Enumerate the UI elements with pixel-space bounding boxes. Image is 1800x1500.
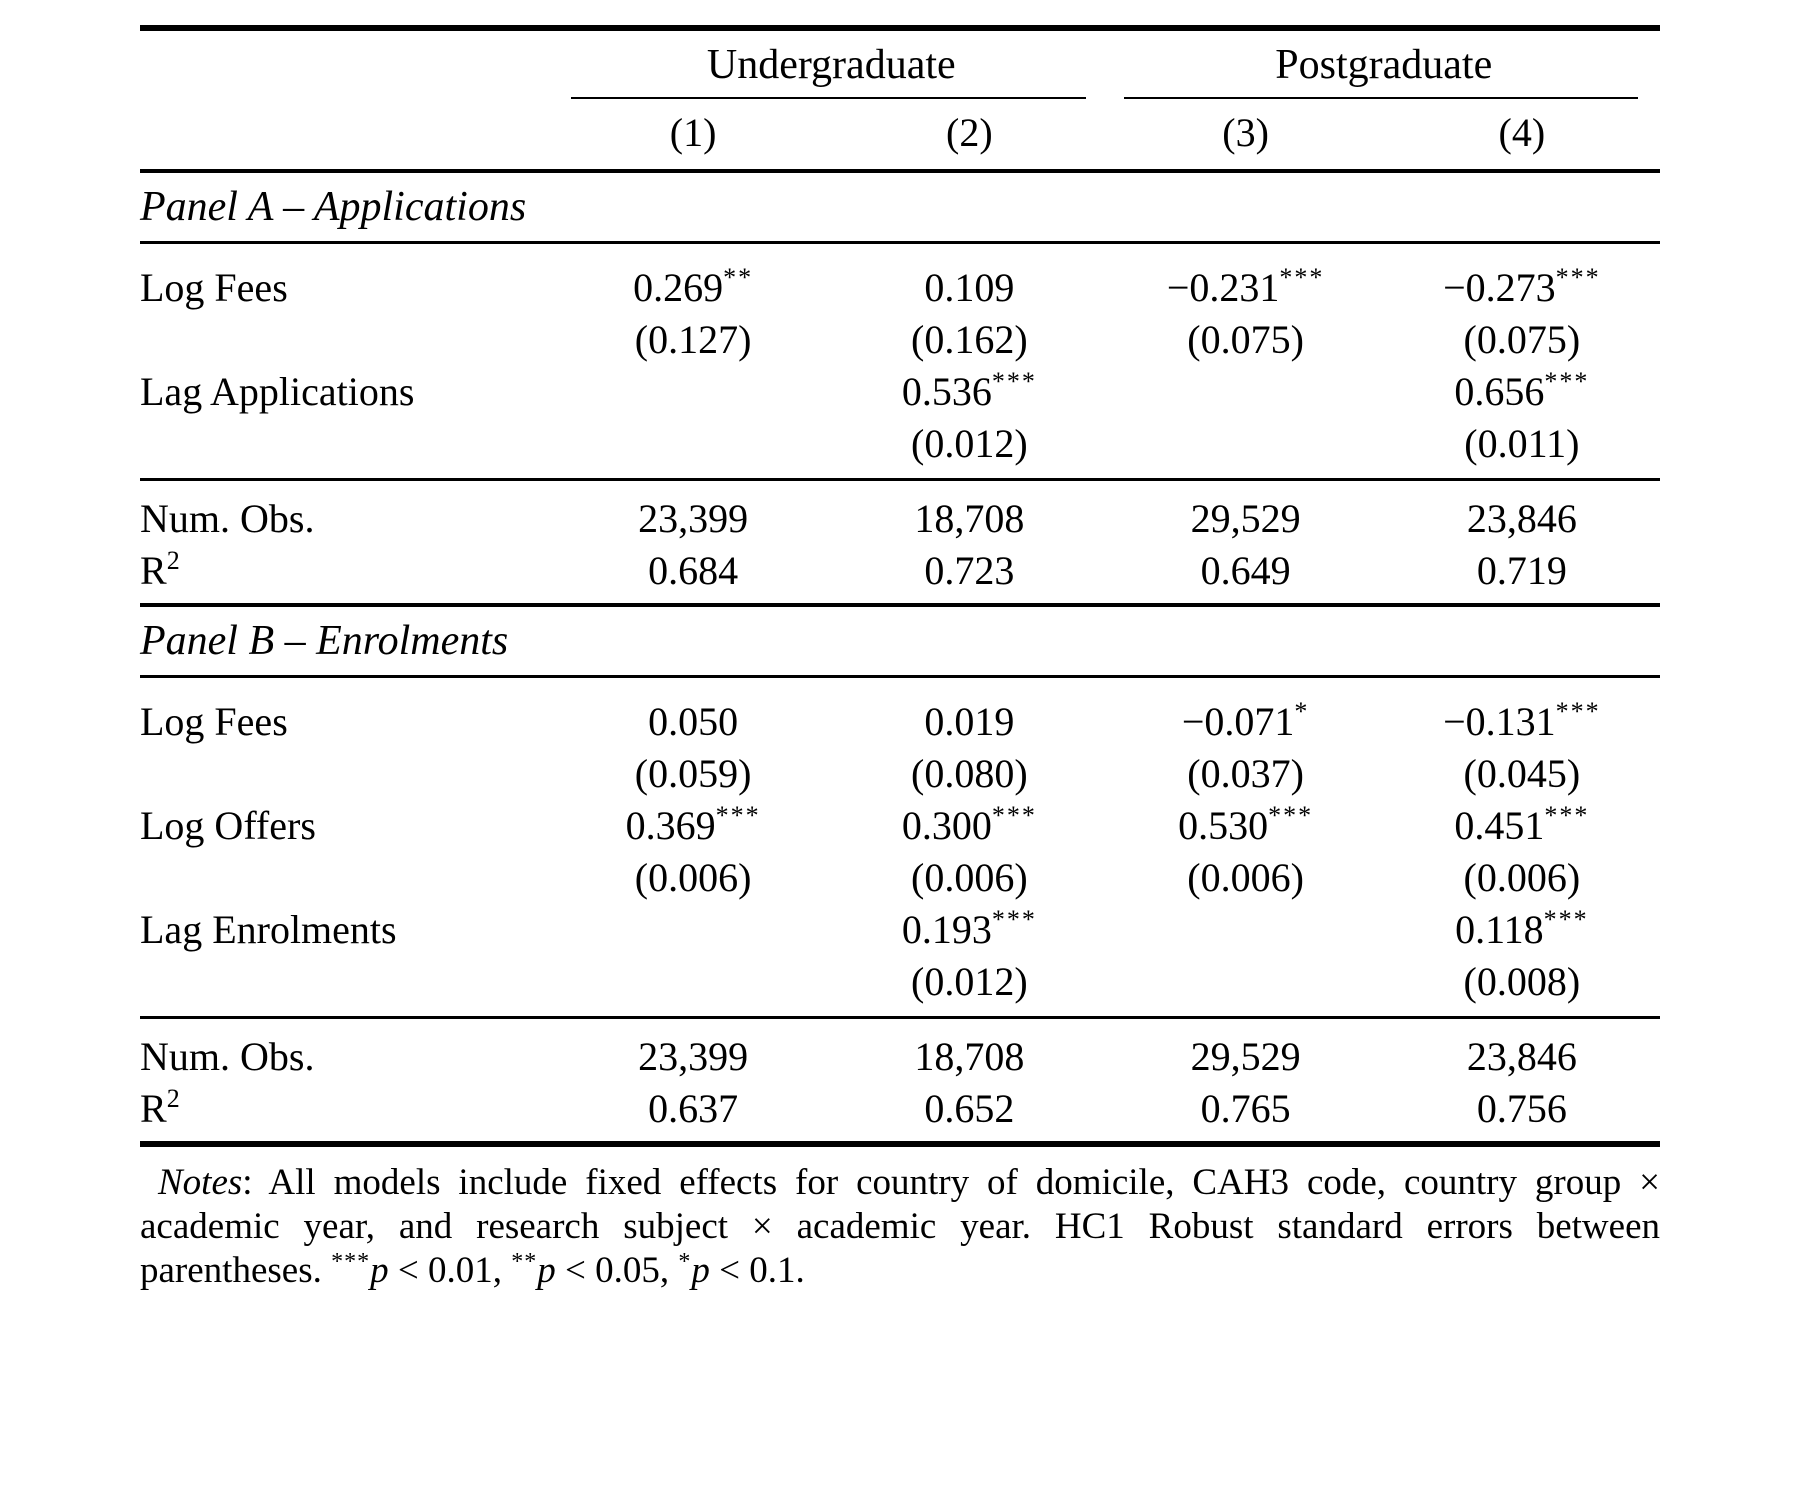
- se-cell: (0.162): [911, 317, 1028, 362]
- panel-b-body: [140, 678, 1660, 1016]
- column-group-undergraduate: [555, 41, 1108, 99]
- stat-value: 29,529: [1190, 496, 1301, 541]
- sig-stars-2: **: [511, 1249, 538, 1275]
- se-cell: [1108, 418, 1384, 470]
- se-cell: (0.075): [1463, 317, 1581, 362]
- significance-stars: ***: [991, 367, 1037, 396]
- coef-cell: −0.131***: [1443, 697, 1601, 744]
- coef-cell: 0.451***: [1454, 801, 1590, 848]
- significance-stars: ***: [1268, 801, 1314, 830]
- se-cell: (0.006): [1463, 855, 1581, 900]
- se-cell: (0.012): [911, 421, 1028, 466]
- coef-cell: 0.109: [924, 265, 1015, 310]
- stat-value: 0.684: [648, 548, 739, 593]
- coef-cell: 0.536***: [901, 367, 1037, 414]
- r-squared-exponent: 2: [166, 1084, 180, 1113]
- stub-cell: [140, 852, 555, 904]
- significance-stars: ***: [715, 801, 761, 830]
- se-cell: (0.045): [1463, 751, 1581, 796]
- column-header-3: (3): [1222, 110, 1269, 155]
- row-label: Log Fees: [140, 265, 288, 310]
- stat-value: 0.719: [1476, 548, 1567, 593]
- se-cell: (0.011): [1464, 421, 1580, 466]
- stat-row-r2-b: [140, 1083, 1660, 1135]
- se-row-log-fees-b: [140, 748, 1660, 800]
- sig-stars-3: ***: [331, 1249, 371, 1275]
- se-cell: (0.075): [1187, 317, 1304, 362]
- stub-cell: [140, 314, 555, 366]
- column-group-header-row: [140, 31, 1660, 99]
- significance-stars: ***: [1543, 905, 1589, 934]
- se-cell: (0.059): [634, 751, 752, 796]
- significance-stars: *: [1294, 697, 1310, 726]
- stub-cell: [140, 748, 555, 800]
- coef-cell: −0.071*: [1181, 697, 1310, 744]
- coef-row-lag-applications: [140, 366, 1660, 418]
- sig-stars-1: *: [678, 1249, 692, 1275]
- coef-cell: [1108, 904, 1384, 956]
- stat-label: $R^2$: [140, 1084, 180, 1131]
- coef-cell: [555, 366, 831, 418]
- regression-table: [140, 25, 1660, 1293]
- coef-cell: 0.118***: [1455, 905, 1589, 952]
- sig-threshold-1: < 0.01,: [388, 1250, 512, 1291]
- stat-row-r2-a: [140, 545, 1660, 597]
- stat-value: 18,708: [914, 1034, 1025, 1079]
- p-symbol: p: [691, 1250, 710, 1291]
- stub-cell: [140, 418, 555, 470]
- panel-a-body: [140, 244, 1660, 478]
- stat-value: 0.723: [924, 548, 1015, 593]
- coef-cell: 0.193***: [901, 905, 1037, 952]
- coef-cell: 0.530***: [1178, 801, 1314, 848]
- table-notes: [140, 1161, 1660, 1293]
- notes-label: Notes: [158, 1162, 243, 1203]
- se-row-log-fees-a: [140, 314, 1660, 366]
- sig-threshold-2: < 0.05,: [555, 1250, 679, 1291]
- coef-cell: [555, 904, 831, 956]
- significance-stars: ***: [1544, 367, 1590, 396]
- coef-row-lag-enrolments: [140, 904, 1660, 956]
- column-header-4: (4): [1498, 110, 1546, 155]
- stat-value: 0.765: [1200, 1086, 1291, 1131]
- panel-b-stats: [140, 1019, 1660, 1141]
- stat-row-num-obs-a: [140, 493, 1660, 545]
- stat-label: Num. Obs.: [140, 1034, 315, 1079]
- group-label-postgraduate: Postgraduate: [1275, 42, 1493, 88]
- se-cell: [555, 956, 831, 1008]
- p-symbol: p: [537, 1250, 556, 1291]
- stat-value: 18,708: [914, 496, 1025, 541]
- coef-cell: 0.019: [924, 699, 1015, 744]
- coef-cell: 0.050: [648, 699, 739, 744]
- panel-a-title: Panel A – Applications: [140, 184, 527, 230]
- coef-cell: [1108, 366, 1384, 418]
- se-cell: (0.008): [1463, 959, 1581, 1004]
- stub-cell: [140, 41, 555, 99]
- se-cell: (0.127): [634, 317, 752, 362]
- stat-label: Num. Obs.: [140, 496, 315, 541]
- stat-value: 0.637: [648, 1086, 739, 1131]
- se-cell: (0.012): [911, 959, 1028, 1004]
- r-squared-exponent: 2: [166, 546, 180, 575]
- column-header-2: (2): [946, 110, 993, 155]
- row-label: Log Offers: [140, 803, 316, 848]
- se-cell: (0.006): [634, 855, 752, 900]
- stub-cell: [140, 956, 555, 1008]
- se-row-log-offers: [140, 852, 1660, 904]
- stat-value: 23,846: [1466, 496, 1577, 541]
- significance-stars: **: [723, 263, 754, 292]
- coef-row-log-fees-a: [140, 262, 1660, 314]
- row-label: Lag Applications: [140, 369, 415, 414]
- se-cell: [555, 418, 831, 470]
- significance-stars: ***: [991, 801, 1037, 830]
- stat-row-num-obs-b: [140, 1031, 1660, 1083]
- group-label-undergraduate: Undergraduate: [706, 42, 956, 88]
- stat-value: 0.652: [924, 1086, 1015, 1131]
- se-row-lag-enrolments: [140, 956, 1660, 1008]
- significance-stars: ***: [1555, 697, 1601, 726]
- coef-cell: 0.656***: [1454, 367, 1590, 414]
- stat-label: $R^2$: [140, 546, 180, 593]
- se-cell: (0.037): [1187, 751, 1304, 796]
- se-cell: (0.006): [911, 855, 1028, 900]
- significance-stars: ***: [1555, 263, 1601, 292]
- column-group-postgraduate: [1108, 41, 1661, 99]
- p-symbol: p: [370, 1250, 389, 1291]
- stat-value: 23,846: [1466, 1034, 1577, 1079]
- coef-cell: 0.300***: [901, 801, 1037, 848]
- coef-cell: −0.273***: [1443, 263, 1601, 310]
- stat-value: 29,529: [1190, 1034, 1301, 1079]
- significance-stars: ***: [1279, 263, 1325, 292]
- row-label: Lag Enrolments: [140, 907, 397, 952]
- cmidrule-postgraduate: [1124, 97, 1639, 99]
- column-number-row: [140, 99, 1660, 169]
- column-header-1: (1): [669, 110, 717, 155]
- significance-stars: ***: [991, 905, 1037, 934]
- se-cell: (0.006): [1187, 855, 1304, 900]
- stat-value: 0.756: [1476, 1086, 1567, 1131]
- coef-row-log-offers: [140, 800, 1660, 852]
- panel-a-stats: [140, 481, 1660, 603]
- cmidrule-undergraduate: [571, 97, 1086, 99]
- stat-value: 23,399: [638, 496, 749, 541]
- significance-stars: ***: [1544, 801, 1590, 830]
- bottom-rule: [140, 1141, 1660, 1147]
- notes-body: : All models include fixed effects for country of domicile, CAH3 code, country group × academic year, and research subject × academic year. HC1 Robust standard errors between parentheses.: [140, 1162, 1660, 1291]
- coef-cell: −0.231***: [1166, 263, 1325, 310]
- panel-b-title: Panel B – Enrolments: [140, 618, 509, 664]
- coef-row-log-fees-b: [140, 696, 1660, 748]
- se-cell: (0.080): [911, 751, 1028, 796]
- stub-cell: [140, 107, 555, 159]
- row-label: Log Fees: [140, 699, 288, 744]
- stat-value: 23,399: [638, 1034, 749, 1079]
- coef-cell: 0.269**: [633, 263, 754, 310]
- se-cell: [1108, 956, 1384, 1008]
- se-row-lag-applications: [140, 418, 1660, 470]
- coef-cell: 0.369***: [625, 801, 761, 848]
- sig-threshold-3: < 0.1.: [709, 1250, 805, 1291]
- stat-value: 0.649: [1200, 548, 1291, 593]
